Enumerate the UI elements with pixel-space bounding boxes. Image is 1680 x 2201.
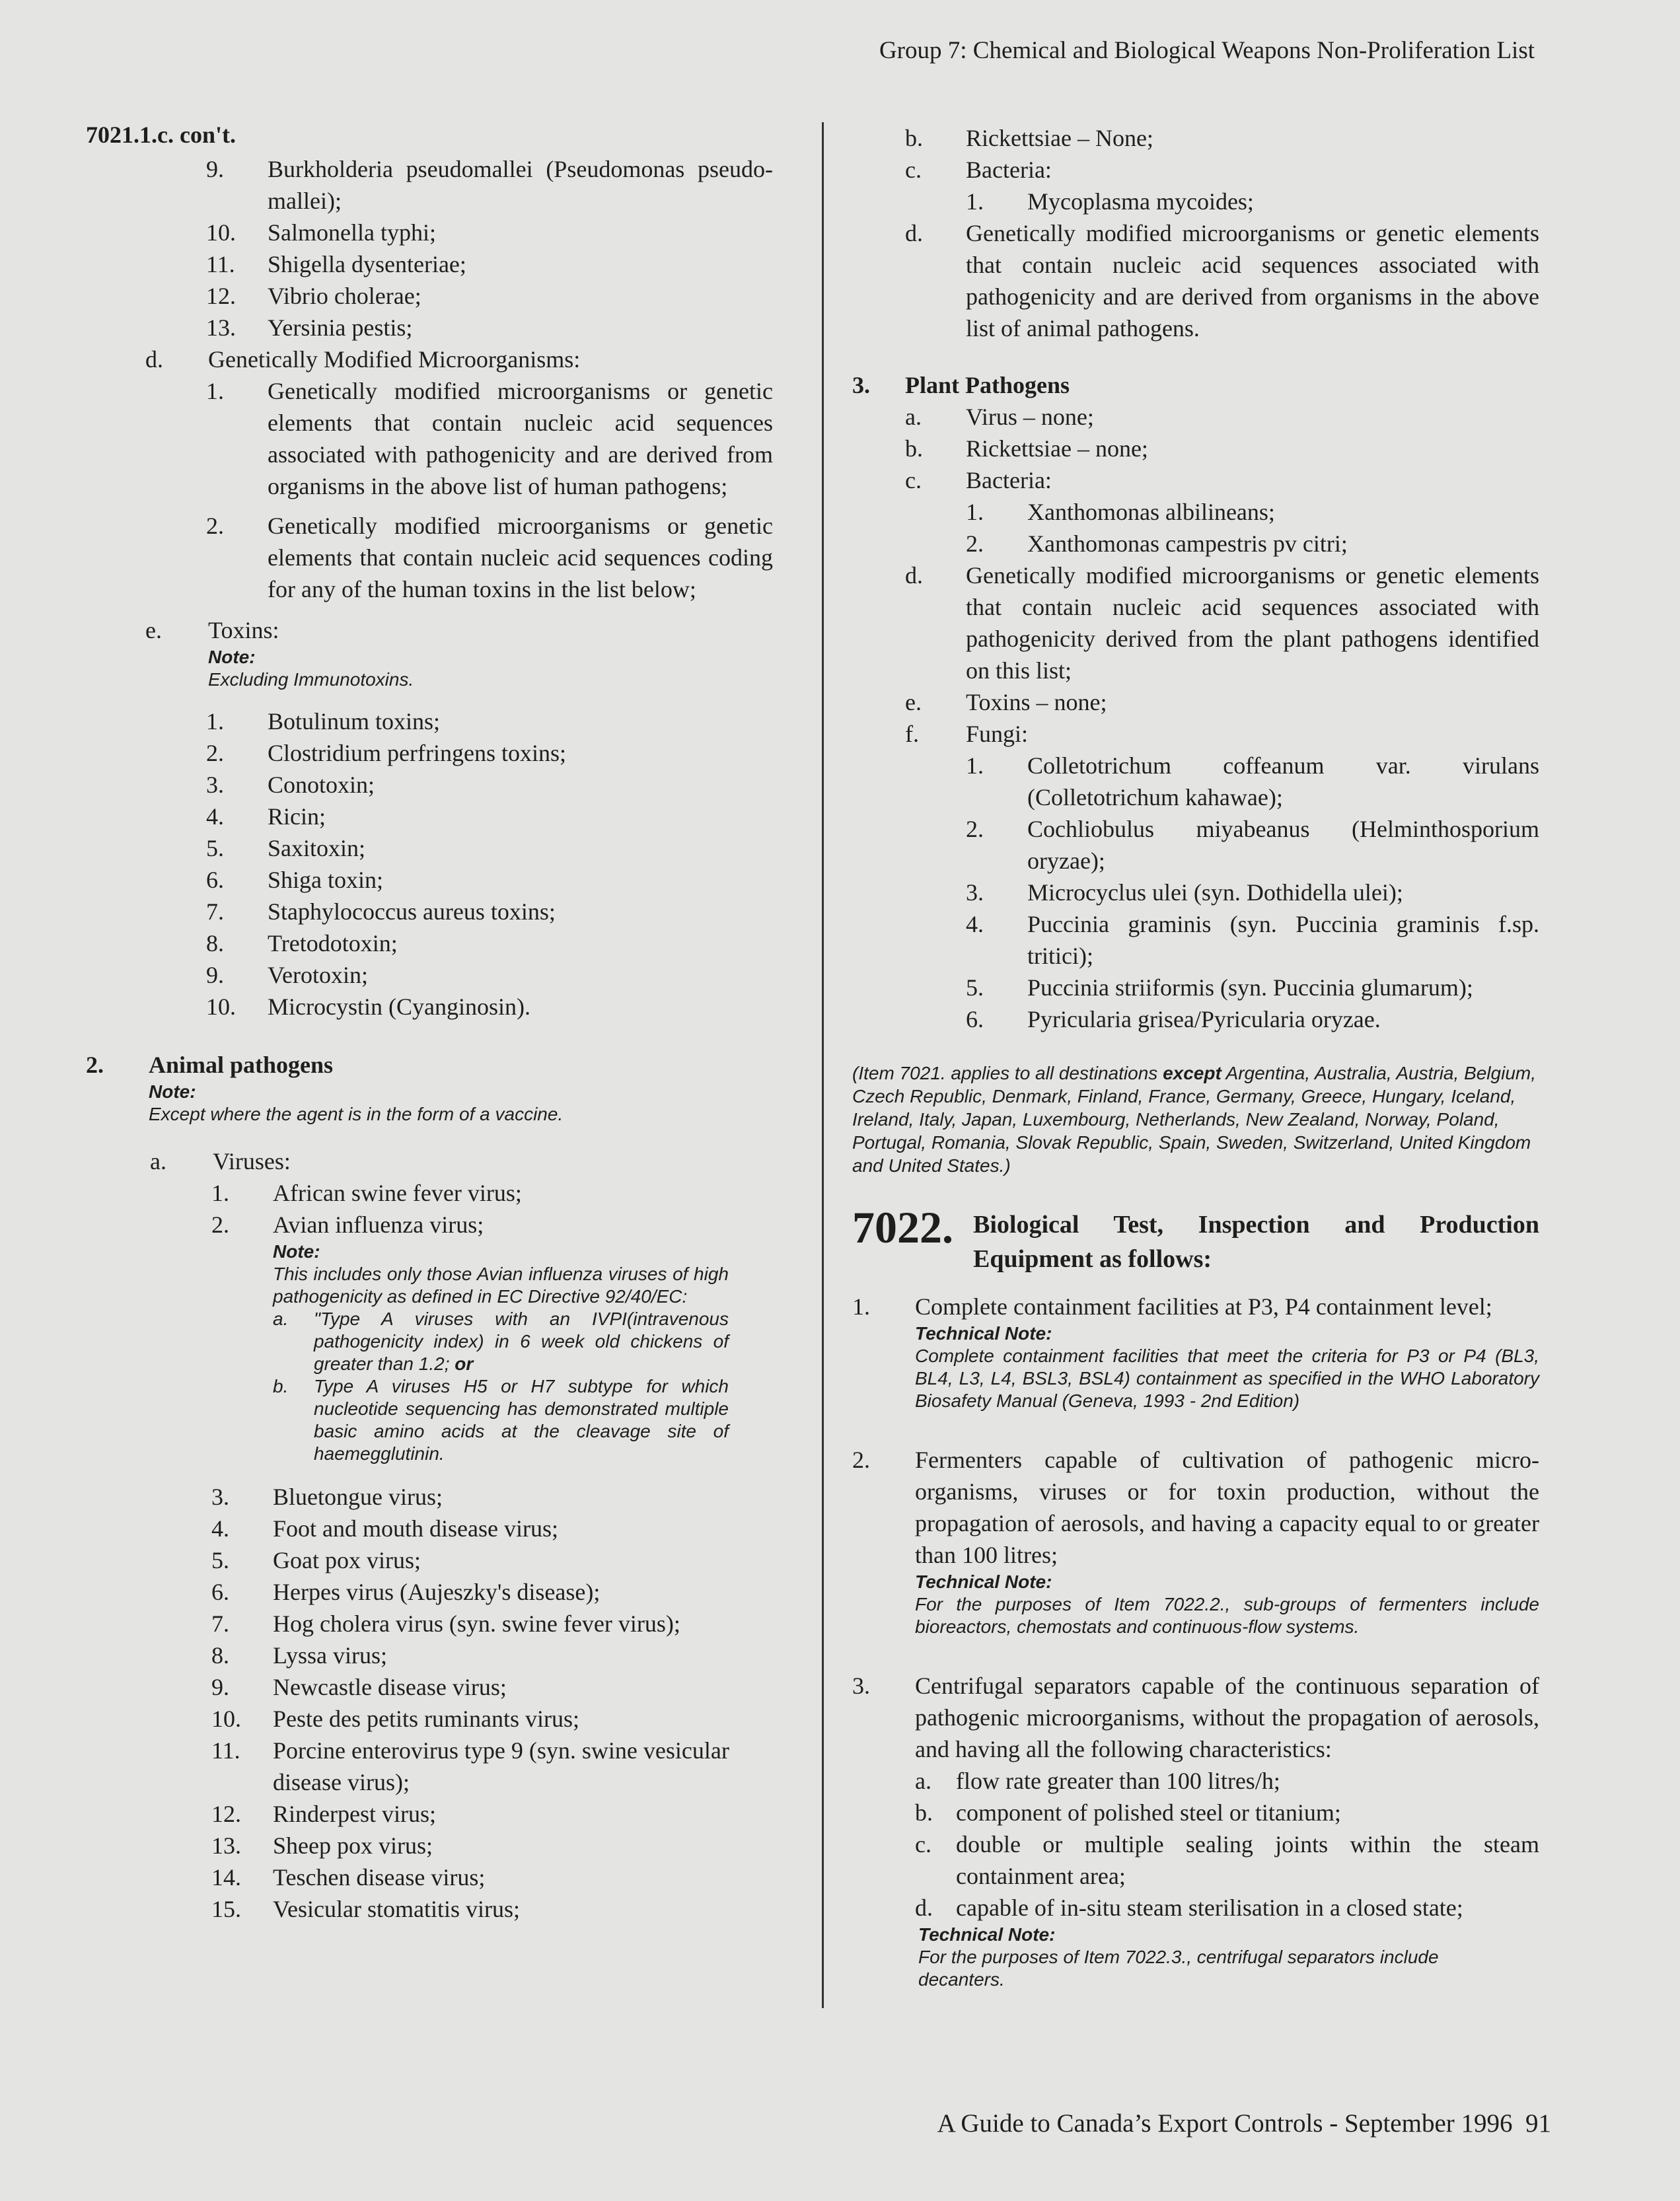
- item-label: b.: [915, 1799, 933, 1826]
- note-subitem-text: Type A viruses H5 or H7 subtype for which nucleotide sequencing has demonstrated multiple basic amino acids at the cleavage site of haemegglutinin.: [314, 1376, 729, 1464]
- list-item: [905, 464, 1539, 496]
- item-text: Genetically modified microorganisms or genetic elements that contain nucleic acid sequences associated with pathogenicity derived from the plant pathogens identified on this list;: [966, 562, 1539, 684]
- item-text: Centrifugal separators capable of the continuous separation of pathogenic microorganisms, without the propagation of aerosols, and having all the following characteristics:: [915, 1673, 1539, 1762]
- note-title: Technical Note:: [915, 1571, 1052, 1592]
- destinations-note-emphasis: except: [1163, 1063, 1222, 1083]
- list-item: [915, 1797, 1539, 1828]
- item-text: capable of in-situ steam sterilisation in a closed state;: [956, 1894, 1463, 1921]
- note-subitem: [273, 1375, 729, 1465]
- item-number: 11.: [206, 251, 235, 277]
- destinations-note: [852, 1062, 1539, 1177]
- note-subitem-text: "Type A viruses with an IVPI(intravenous pathogenicity index) in 6 week old chickens of greater than 1.2;: [314, 1309, 729, 1374]
- list-item: [211, 1861, 773, 1893]
- list-item: [206, 991, 773, 1023]
- list-item: [211, 1640, 773, 1671]
- section-title: Biological Test, Inspection and Production Equipment as follows:: [973, 1211, 1539, 1273]
- list-item: [915, 1828, 1539, 1892]
- list-item: [206, 510, 773, 605]
- item-text: Peste des petits ruminants virus;: [273, 1706, 579, 1732]
- list-item: [211, 1576, 773, 1608]
- item-number: 11.: [211, 1737, 240, 1764]
- list-item: [211, 1798, 773, 1830]
- item-number: 3.: [966, 879, 984, 906]
- item-label: d.: [915, 1894, 933, 1921]
- item-text: Ricin;: [268, 803, 326, 830]
- item-number: 9.: [211, 1674, 229, 1700]
- item-text: Yersinia pestis;: [268, 314, 413, 341]
- item-text: Botulinum toxins;: [268, 708, 441, 735]
- destinations-note-countries: Argentina, Australia, Austria, Belgium, Czech Republic, Denmark, Finland, France, Germany, Greece, Hungary, Iceland, Ireland, Italy, Japan, Luxembourg, Netherlands, New Zealand, Norway, Poland, Portugal, Romania, Slovak Republic, Spain, Sweden, Switzerland, United Kingdom and United States.): [852, 1063, 1536, 1176]
- list-item: [206, 959, 773, 991]
- list-item: [852, 1291, 1539, 1322]
- list-item: [966, 750, 1539, 813]
- section-number: 2.: [86, 1052, 104, 1078]
- item-text: Foot and mouth disease virus;: [273, 1515, 558, 1542]
- list-item: [966, 496, 1539, 528]
- note-text: Except where the agent is in the form of a vaccine.: [149, 1104, 564, 1124]
- left-column: [86, 119, 773, 1925]
- item-label: f.: [905, 721, 919, 747]
- list-item: [915, 1765, 1539, 1797]
- item-text: Saxitoxin;: [268, 835, 366, 861]
- list-item: [211, 1735, 773, 1798]
- note-text: Excluding Immunotoxins.: [208, 669, 414, 690]
- item-text: Teschen disease virus;: [273, 1864, 486, 1891]
- list-item: [852, 1444, 1539, 1571]
- technical-note: [915, 1571, 1539, 1638]
- item-text: Mycoplasma mycoides;: [1027, 188, 1254, 215]
- list-item: [211, 1177, 773, 1209]
- toxins-list: [206, 705, 773, 1023]
- item-number: 6.: [206, 867, 224, 893]
- item-text: Staphylococcus aureus toxins;: [268, 898, 556, 925]
- item-text: Porcine enterovirus type 9 (syn. swine vesicular disease virus);: [273, 1737, 729, 1795]
- note-text: This includes only those Avian influenza viruses of high pathogenicity as defined in EC Directive 92/40/EC:: [273, 1264, 729, 1307]
- subsection-title: Toxins:: [208, 617, 279, 643]
- item-text: Colletotrichum coffeanum var. virulans (Colletotrichum kahawae);: [1027, 752, 1539, 811]
- item-number: 9.: [206, 156, 224, 182]
- list-item: [206, 217, 773, 248]
- subsection-label: e.: [145, 617, 162, 643]
- subsection-a: [150, 1145, 773, 1177]
- list-item: [966, 877, 1539, 908]
- note-text: For the purposes of Item 7022.3., centrifugal separators include decanters.: [918, 1947, 1439, 1990]
- list-item: [915, 1892, 1539, 1924]
- item-text: flow rate greater than 100 litres/h;: [956, 1768, 1280, 1794]
- animal-pathogens-continued: [905, 122, 1539, 344]
- subsection-e: [145, 614, 773, 646]
- list-item: [905, 686, 1539, 718]
- item-number: 1.: [966, 499, 984, 525]
- item-text: Microcystin (Cyanginosin).: [268, 993, 530, 1020]
- item-label: c.: [905, 157, 922, 183]
- item-number: 15.: [211, 1896, 241, 1922]
- item-number: 10.: [211, 1706, 241, 1732]
- note-title: Note:: [149, 1081, 196, 1102]
- item-text: Hog cholera virus (syn. swine fever virus);: [273, 1610, 680, 1637]
- item-number: 2.: [966, 530, 984, 557]
- animal-note: [149, 1081, 773, 1126]
- item-text: Rickettsiae – None;: [966, 125, 1153, 151]
- item-text: Conotoxin;: [268, 772, 375, 798]
- right-column: [852, 122, 1539, 1991]
- gmo-list: [206, 375, 773, 605]
- item-number: 2.: [852, 1447, 870, 1473]
- bacteria-continued-list: [206, 153, 773, 343]
- list-item: [206, 801, 773, 832]
- item-number: 6.: [966, 1006, 984, 1032]
- list-item: [211, 1830, 773, 1861]
- item-text: component of polished steel or titanium;: [956, 1799, 1341, 1826]
- note-subitem-label: b.: [273, 1376, 289, 1396]
- item-number: 4.: [206, 803, 224, 830]
- item-number: 8.: [211, 1642, 229, 1669]
- list-item: [206, 705, 773, 737]
- item-number: 7.: [206, 898, 224, 925]
- item-number: 3.: [206, 772, 224, 798]
- list-item: [966, 1003, 1539, 1035]
- subsection-d: [145, 343, 773, 375]
- destinations-note-text: (Item 7021. applies to all destinations: [852, 1063, 1163, 1083]
- list-item: [211, 1608, 773, 1640]
- viruses-list-continued: [211, 1481, 773, 1925]
- section-continuation-heading: 7021.1.c. con't.: [86, 122, 236, 148]
- list-item: [206, 769, 773, 801]
- item-text: Complete containment facilities at P3, P4 containment level;: [915, 1293, 1492, 1320]
- item-number: 1.: [852, 1293, 870, 1320]
- item-number: 13.: [206, 314, 236, 341]
- item-text: Genetically modified microorganisms or genetic elements that contain nucleic acid sequences coding for any of the human toxins in the list below;: [268, 513, 773, 602]
- item-number: 1.: [206, 378, 224, 404]
- item-number: 5.: [966, 974, 984, 1001]
- item-text: Clostridium perfringens toxins;: [268, 740, 566, 766]
- note-text: Complete containment facilities that meet the criteria for P3 or P4 (BL3, BL4, L3, L4, BSL3, BSL4) containment as specified in the WHO Laboratory Biosafety Manual (Geneva, 1993 - 2nd Edition): [915, 1346, 1539, 1411]
- item-number: 1.: [966, 752, 984, 779]
- item-text: Toxins – none;: [966, 689, 1107, 715]
- list-item: [966, 972, 1539, 1003]
- subsection-title: Genetically Modified Microorganisms:: [208, 346, 581, 373]
- list-item: [852, 1670, 1539, 1765]
- item-text: Bacteria:: [966, 467, 1052, 493]
- item-text: Puccinia graminis (syn. Puccinia graminis f.sp. tritici);: [1027, 911, 1539, 969]
- list-item: [206, 896, 773, 927]
- item-number: 5.: [206, 835, 224, 861]
- note-subitem: [273, 1308, 729, 1375]
- subsection-label: d.: [145, 346, 163, 373]
- item-label: b.: [905, 125, 923, 151]
- page-header: Group 7: Chemical and Biological Weapons Non-Proliferation List: [879, 37, 1535, 64]
- item-number: 2.: [966, 816, 984, 842]
- note-subitem-label: a.: [273, 1309, 289, 1329]
- plant-pathogens-heading: [852, 369, 1539, 401]
- list-item: [905, 122, 1539, 154]
- item-number: 1.: [966, 188, 984, 215]
- item-text: Burkholderia pseudomallei (Pseudomonas pseudo-mallei);: [268, 156, 773, 214]
- note-title: Note:: [273, 1241, 320, 1262]
- item-label: a.: [915, 1768, 931, 1794]
- item-number: 10.: [206, 219, 236, 246]
- list-item: [206, 737, 773, 769]
- item-text: Rinderpest virus;: [273, 1801, 436, 1827]
- item-number: 14.: [211, 1864, 241, 1891]
- list-item: [905, 401, 1539, 433]
- item-text: Shigella dysenteriae;: [268, 251, 466, 277]
- list-item: [211, 1209, 773, 1241]
- item-text: Genetically modified microorganisms or genetic elements that contain nucleic acid sequences associated with pathogenicity and are derived from organisms in the above list of human pathogens;: [268, 378, 773, 499]
- item-label: d.: [905, 220, 923, 246]
- item-label: a.: [905, 404, 922, 430]
- item-number: 4.: [211, 1515, 229, 1542]
- item-number: 9.: [206, 962, 224, 988]
- list-item: [206, 153, 773, 217]
- item-label: b.: [905, 435, 923, 462]
- item-text: double or multiple sealing joints within the steam containment area;: [956, 1831, 1539, 1889]
- item-text: Newcastle disease virus;: [273, 1674, 507, 1700]
- list-item: [206, 280, 773, 312]
- subsection-label: a.: [150, 1148, 166, 1174]
- list-item: [905, 217, 1539, 344]
- note-title: Note:: [208, 647, 256, 667]
- footer-text: A Guide to Canada’s Export Controls - September 1996: [937, 2109, 1513, 2138]
- note-subitem-connector: or: [449, 1353, 474, 1374]
- item-number: 4.: [966, 911, 984, 937]
- item-text: Virus – none;: [966, 404, 1094, 430]
- page-footer: [937, 2109, 1551, 2138]
- list-item: [966, 186, 1539, 217]
- list-item: [211, 1703, 773, 1735]
- list-item: [211, 1513, 773, 1544]
- note-title: Technical Note:: [918, 1924, 1056, 1945]
- item-text: Bacteria:: [966, 157, 1052, 183]
- animal-pathogens-heading: [86, 1049, 773, 1081]
- item-label: e.: [905, 689, 922, 715]
- section-7022-heading: [852, 1204, 1539, 1276]
- item-text: Pyricularia grisea/Pyricularia oryzae.: [1027, 1006, 1381, 1032]
- item-text: Fungi:: [966, 721, 1029, 747]
- item-text: Vibrio cholerae;: [268, 283, 421, 309]
- item-text: Fermenters capable of cultivation of pathogenic micro-organisms, viruses or for toxin production, without the propagation of aerosols, and having a capacity equal to or greater than 100 litres;: [915, 1447, 1539, 1568]
- item-number: 6.: [211, 1579, 229, 1605]
- item-number: 2.: [211, 1211, 229, 1238]
- item-number: 1.: [206, 708, 224, 735]
- page-number: 91: [1525, 2109, 1551, 2138]
- item-number: 7.: [211, 1610, 229, 1637]
- list-item: [211, 1893, 773, 1925]
- item-number: 13.: [211, 1832, 241, 1859]
- plant-pathogens-list: [905, 401, 1539, 1035]
- item-number: 2.: [206, 513, 224, 539]
- note-title: Technical Note:: [915, 1323, 1052, 1344]
- avian-note: [273, 1241, 729, 1465]
- item-number: 3.: [852, 1673, 870, 1699]
- item-number: 5.: [211, 1547, 229, 1573]
- list-item: [206, 375, 773, 502]
- list-item: [206, 312, 773, 343]
- item-number: 2.: [206, 740, 224, 766]
- list-item: [211, 1544, 773, 1576]
- subsection-title: Viruses:: [213, 1148, 291, 1174]
- item-text: Salmonella typhi;: [268, 219, 436, 246]
- item-text: Goat pox virus;: [273, 1547, 421, 1573]
- fungi-list: [966, 750, 1539, 1035]
- list-item: [206, 832, 773, 864]
- column-divider: [822, 122, 824, 2008]
- item-text: Shiga toxin;: [268, 867, 384, 893]
- item-text: Tretodotoxin;: [268, 930, 398, 956]
- item-text: Cochliobulus miyabeanus (Helminthosporium oryzae);: [1027, 816, 1539, 874]
- characteristics-list: [915, 1765, 1539, 1924]
- section-7022-items: [852, 1291, 1539, 1991]
- item-text: Rickettsiae – none;: [966, 435, 1148, 462]
- item-text: Avian influenza virus;: [273, 1211, 484, 1238]
- section-code: 7022.: [852, 1202, 953, 1252]
- item-number: 8.: [206, 930, 224, 956]
- list-item: [966, 528, 1539, 559]
- list-item: [966, 813, 1539, 877]
- item-text: Herpes virus (Aujeszky's disease);: [273, 1579, 601, 1605]
- section-number: 3.: [852, 372, 870, 398]
- technical-note: [918, 1924, 1500, 1991]
- item-text: Microcyclus ulei (syn. Dothidella ulei);: [1027, 879, 1403, 906]
- item-number: 12.: [206, 283, 236, 309]
- item-text: Puccinia striiformis (syn. Puccinia glumarum);: [1027, 974, 1473, 1001]
- item-number: 3.: [211, 1484, 229, 1510]
- technical-note: [915, 1322, 1539, 1412]
- viruses-list: [211, 1177, 773, 1241]
- toxins-note: [208, 646, 773, 691]
- list-item: [206, 864, 773, 896]
- item-text: Vesicular stomatitis virus;: [273, 1896, 520, 1922]
- list-item: [905, 433, 1539, 464]
- item-label: d.: [905, 562, 923, 589]
- item-text: Xanthomonas albilineans;: [1027, 499, 1275, 525]
- item-text: Verotoxin;: [268, 962, 368, 988]
- item-text: Sheep pox virus;: [273, 1832, 433, 1859]
- item-number: 12.: [211, 1801, 241, 1827]
- section-title: Plant Pathogens: [905, 372, 1070, 398]
- list-item: [211, 1481, 773, 1513]
- item-text: African swine fever virus;: [273, 1180, 522, 1206]
- list-item: [905, 559, 1539, 686]
- list-item: [966, 908, 1539, 972]
- section-title: Animal pathogens: [149, 1052, 334, 1078]
- list-item: [206, 248, 773, 280]
- item-number: 1.: [211, 1180, 229, 1206]
- list-item: [905, 154, 1539, 186]
- item-text: Xanthomonas campestris pv citri;: [1027, 530, 1348, 557]
- list-item: [211, 1671, 773, 1703]
- item-text: Bluetongue virus;: [273, 1484, 443, 1510]
- item-number: 10.: [206, 993, 236, 1020]
- item-label: c.: [905, 467, 922, 493]
- note-text: For the purposes of Item 7022.2., sub-groups of fermenters include bioreactors, chemostats and continuous-flow systems.: [915, 1594, 1539, 1637]
- item-label: c.: [915, 1831, 931, 1858]
- list-item: [905, 718, 1539, 750]
- item-text: Genetically modified microorganisms or genetic elements that contain nucleic acid sequences associated with pathogenicity and are derived from organisms in the above list of animal pathogens.: [966, 220, 1539, 342]
- item-text: Lyssa virus;: [273, 1642, 388, 1669]
- list-item: [206, 927, 773, 959]
